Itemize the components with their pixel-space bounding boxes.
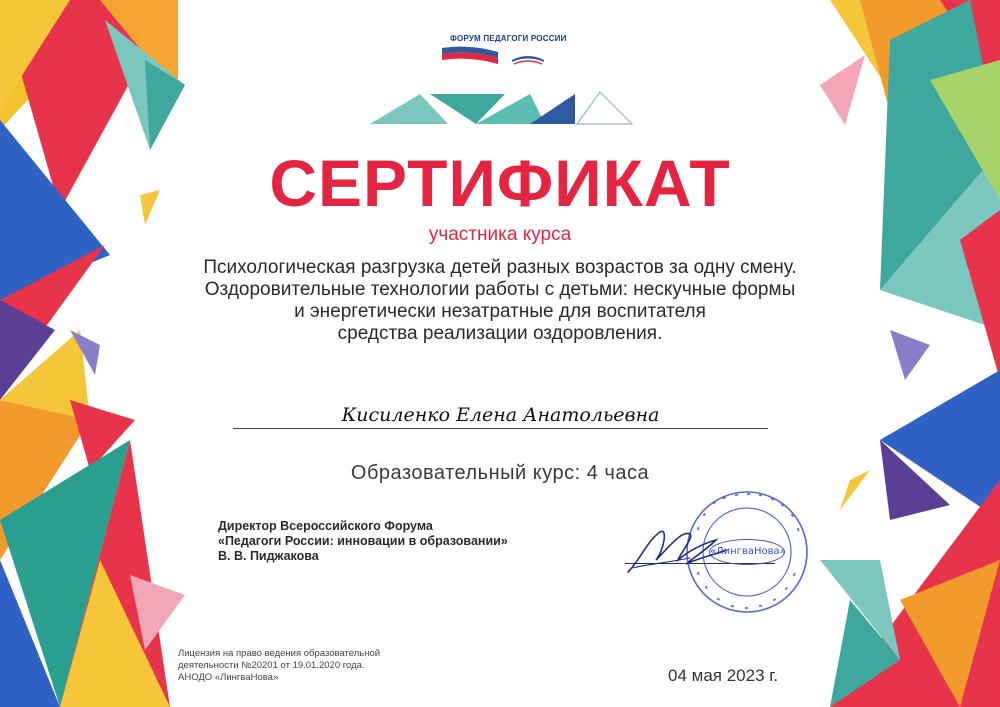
course-title-line: Психологическая разгрузка детей разных возрастов за одну смену. (203, 257, 797, 278)
issue-date: 04 мая 2023 г. (668, 666, 779, 685)
director-block (218, 519, 508, 564)
deco-triangle (577, 92, 632, 124)
certificate-title: СЕРТИФИКАТ (269, 146, 731, 220)
participant-name: Кисиленко Елена Анатольевна (341, 404, 660, 426)
course-title (140, 257, 860, 345)
director-name: В. В. Пиджакова (218, 549, 319, 563)
logo-text: ФОРУМ ПЕДАГОГИ РОССИИ (450, 34, 567, 43)
course-hours: Образовательный курс: 4 часа (350, 462, 650, 484)
stamp-center-text: «ЛингваНова» (709, 539, 785, 565)
license-line: АНОДО «ЛингваНова» (178, 672, 279, 683)
deco-triangle (370, 94, 448, 124)
handwritten-signature (620, 510, 730, 580)
course-title-line: Оздоровительные технологии работы с детьми: нескучные формы (204, 279, 796, 300)
course-title-line: средства реализации оздоровления. (337, 323, 663, 344)
deco-shape (820, 55, 865, 125)
certificate-subtitle: участника курса (428, 224, 572, 245)
director-line: Директор Всероссийского Форума (218, 519, 433, 533)
director-line: «Педагоги России: инновации в образовании» (218, 534, 508, 548)
forum-logo (440, 30, 565, 72)
license-line: Лицензия на право ведения образовательной (178, 648, 381, 659)
course-title-line: и энергетически незатратные для воспитателя (294, 301, 706, 322)
name-underline (233, 428, 768, 429)
deco-shape (890, 330, 930, 380)
deco-shape (145, 60, 185, 150)
license-info (178, 648, 380, 684)
license-line: деятельности №20201 от 19.01.2020 года. (178, 660, 365, 671)
